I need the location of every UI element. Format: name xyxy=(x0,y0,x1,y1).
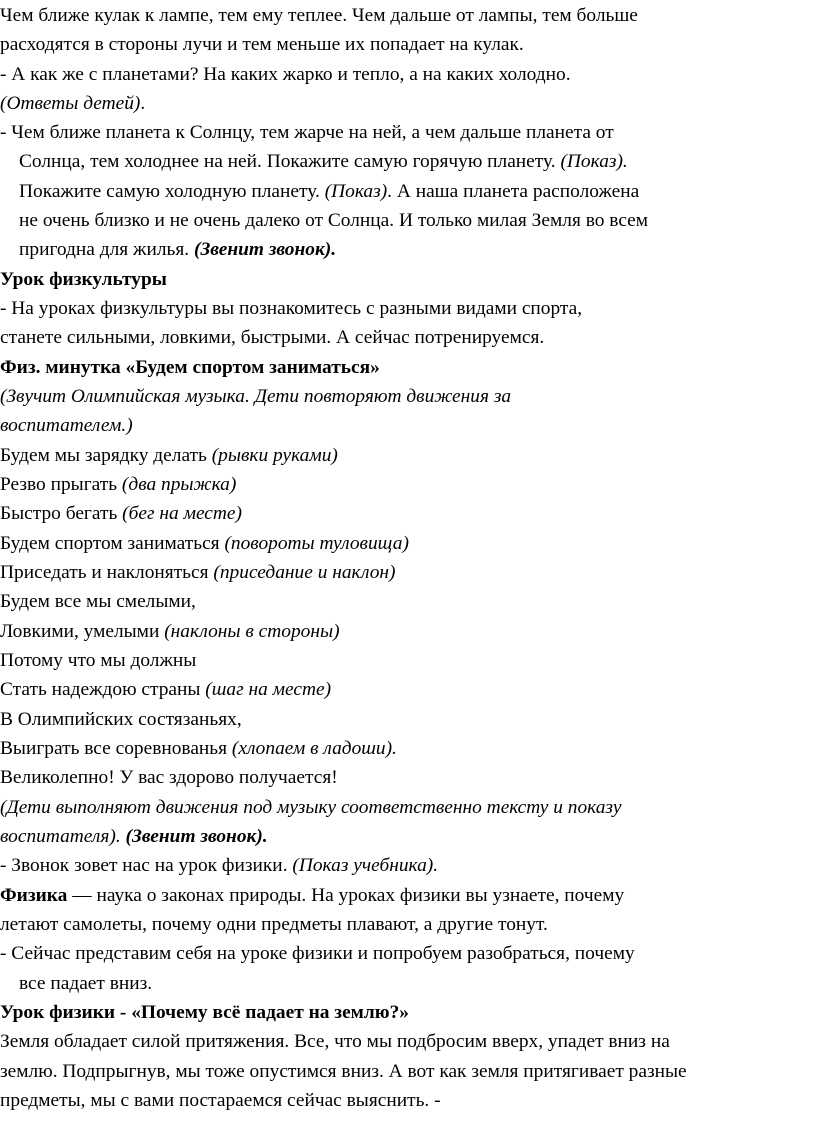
verse-text: Стать надеждою страны xyxy=(0,679,206,700)
text-run: Покажите самую холодную планету. xyxy=(19,181,325,202)
text-line: предметы, мы с вами постараемся сейчас выяснить. - xyxy=(0,1090,441,1111)
verse-line xyxy=(0,442,338,470)
verse-line xyxy=(0,471,236,499)
text-line: летают самолеты, почему одни предметы плавают, а другие тонут. xyxy=(0,914,548,935)
text-line xyxy=(19,148,628,176)
text-line: - Сейчас представим себя на уроке физики и попробуем разобраться, почему xyxy=(0,943,635,964)
stage-direction: (Показ учебника). xyxy=(292,855,439,876)
verse-line xyxy=(0,530,409,558)
text-run: - Звонок зовет нас на урок физики. xyxy=(0,855,293,876)
text-run: Солнца, тем холоднее на ней. Покажите самую горячую планету. xyxy=(19,151,561,172)
verse-text: Будем мы зарядку делать xyxy=(0,445,212,466)
text-line xyxy=(0,90,145,118)
verse-direction: (два прыжка) xyxy=(121,474,237,495)
verse-text: Будем все мы смелыми, xyxy=(0,591,196,612)
text-line: - Чем ближе планета к Солнцу, тем жарче на ней, а чем дальше планета от xyxy=(0,122,614,143)
verse-direction: (приседание и наклон) xyxy=(213,562,396,583)
verse-direction: (шаг на месте) xyxy=(205,679,332,700)
verse-line xyxy=(0,647,196,675)
stage-direction: (Показ) xyxy=(324,181,388,202)
text-line: все падает вниз. xyxy=(19,973,153,994)
text-line xyxy=(19,178,639,206)
verse-text: Приседать и наклоняться xyxy=(0,562,214,583)
term: Физика xyxy=(0,885,68,906)
stage-direction: (Показ). xyxy=(560,151,628,172)
text-line: расходятся в стороны лучи и тем меньше их попадает на кулак. xyxy=(0,34,524,55)
text-line: не очень близко и не очень далеко от Солнца. И только милая Земля во всем xyxy=(19,210,649,231)
text-line xyxy=(0,882,624,910)
stage-direction: (Звенит звонок). xyxy=(125,826,268,847)
text-run: пригодна для жилья. xyxy=(19,239,194,260)
verse-text: Быстро бегать xyxy=(0,503,123,524)
section-heading: Урок физкультуры xyxy=(0,269,167,290)
verse-direction: (хлопаем в ладоши). xyxy=(231,738,397,759)
punctuation: . xyxy=(140,93,146,114)
text-line xyxy=(0,823,268,851)
stage-direction: воспитателя). xyxy=(0,826,126,847)
verse-line xyxy=(0,676,331,704)
verse-line xyxy=(0,618,340,646)
verse-text: Резво прыгать xyxy=(0,474,122,495)
section-heading: Урок физики - «Почему всё падает на землю?» xyxy=(0,1002,409,1023)
verse-text: Ловкими, умелыми xyxy=(0,621,165,642)
text-line: станете сильными, ловкими, быстрыми. А сейчас потренируемся. xyxy=(0,327,545,348)
verse-direction: (рывки руками) xyxy=(211,445,338,466)
verse-line xyxy=(0,706,242,734)
verse-text: В Олимпийских состязаньях, xyxy=(0,709,242,730)
text-line: землю. Подпрыгнув, мы тоже опустимся вниз. А вот как земля притягивает разные xyxy=(0,1061,687,1082)
text-run: — наука о законах природы. На уроках физики вы узнаете, почему xyxy=(67,885,625,906)
stage-direction: воспитателем.) xyxy=(0,415,133,436)
text-line xyxy=(19,236,336,264)
verse-line xyxy=(0,588,196,616)
text-line: Великолепно! У вас здорово получается! xyxy=(0,767,338,788)
text-line xyxy=(0,852,438,880)
text-line: - На уроках физкультуры вы познакомитесь с разными видами спорта, xyxy=(0,298,583,319)
stage-direction: (Дети выполняют движения под музыку соответственно тексту и показу xyxy=(0,797,622,818)
stage-direction: (Звенит звонок). xyxy=(193,239,337,260)
stage-direction: (Ответы детей) xyxy=(0,93,141,114)
verse-direction: (бег на месте) xyxy=(122,503,242,524)
stage-direction: (Звучит Олимпийская музыка. Дети повторяют движения за xyxy=(0,386,512,407)
text-line: Чем ближе кулак к лампе, тем ему теплее. Чем дальше от лампы, тем больше xyxy=(0,5,638,26)
verse-direction: (наклоны в стороны) xyxy=(164,621,340,642)
text-run: . А наша планета расположена xyxy=(387,181,640,202)
text-line: Земля обладает силой притяжения. Все, что мы подбросим вверх, упадет вниз на xyxy=(0,1031,670,1052)
verse-text: Выиграть все соревнованья xyxy=(0,738,232,759)
text-line: - А как же с планетами? На каких жарко и тепло, а на каких холодно. xyxy=(0,64,571,85)
section-heading: Физ. минутка «Будем спортом заниматься» xyxy=(0,357,380,378)
verse-text: Будем спортом заниматься xyxy=(0,533,225,554)
verse-direction: (повороты туловища) xyxy=(224,533,409,554)
verse-line xyxy=(0,559,395,587)
verse-line xyxy=(0,735,397,763)
verse-line xyxy=(0,500,242,528)
verse-text: Потому что мы должны xyxy=(0,650,197,671)
